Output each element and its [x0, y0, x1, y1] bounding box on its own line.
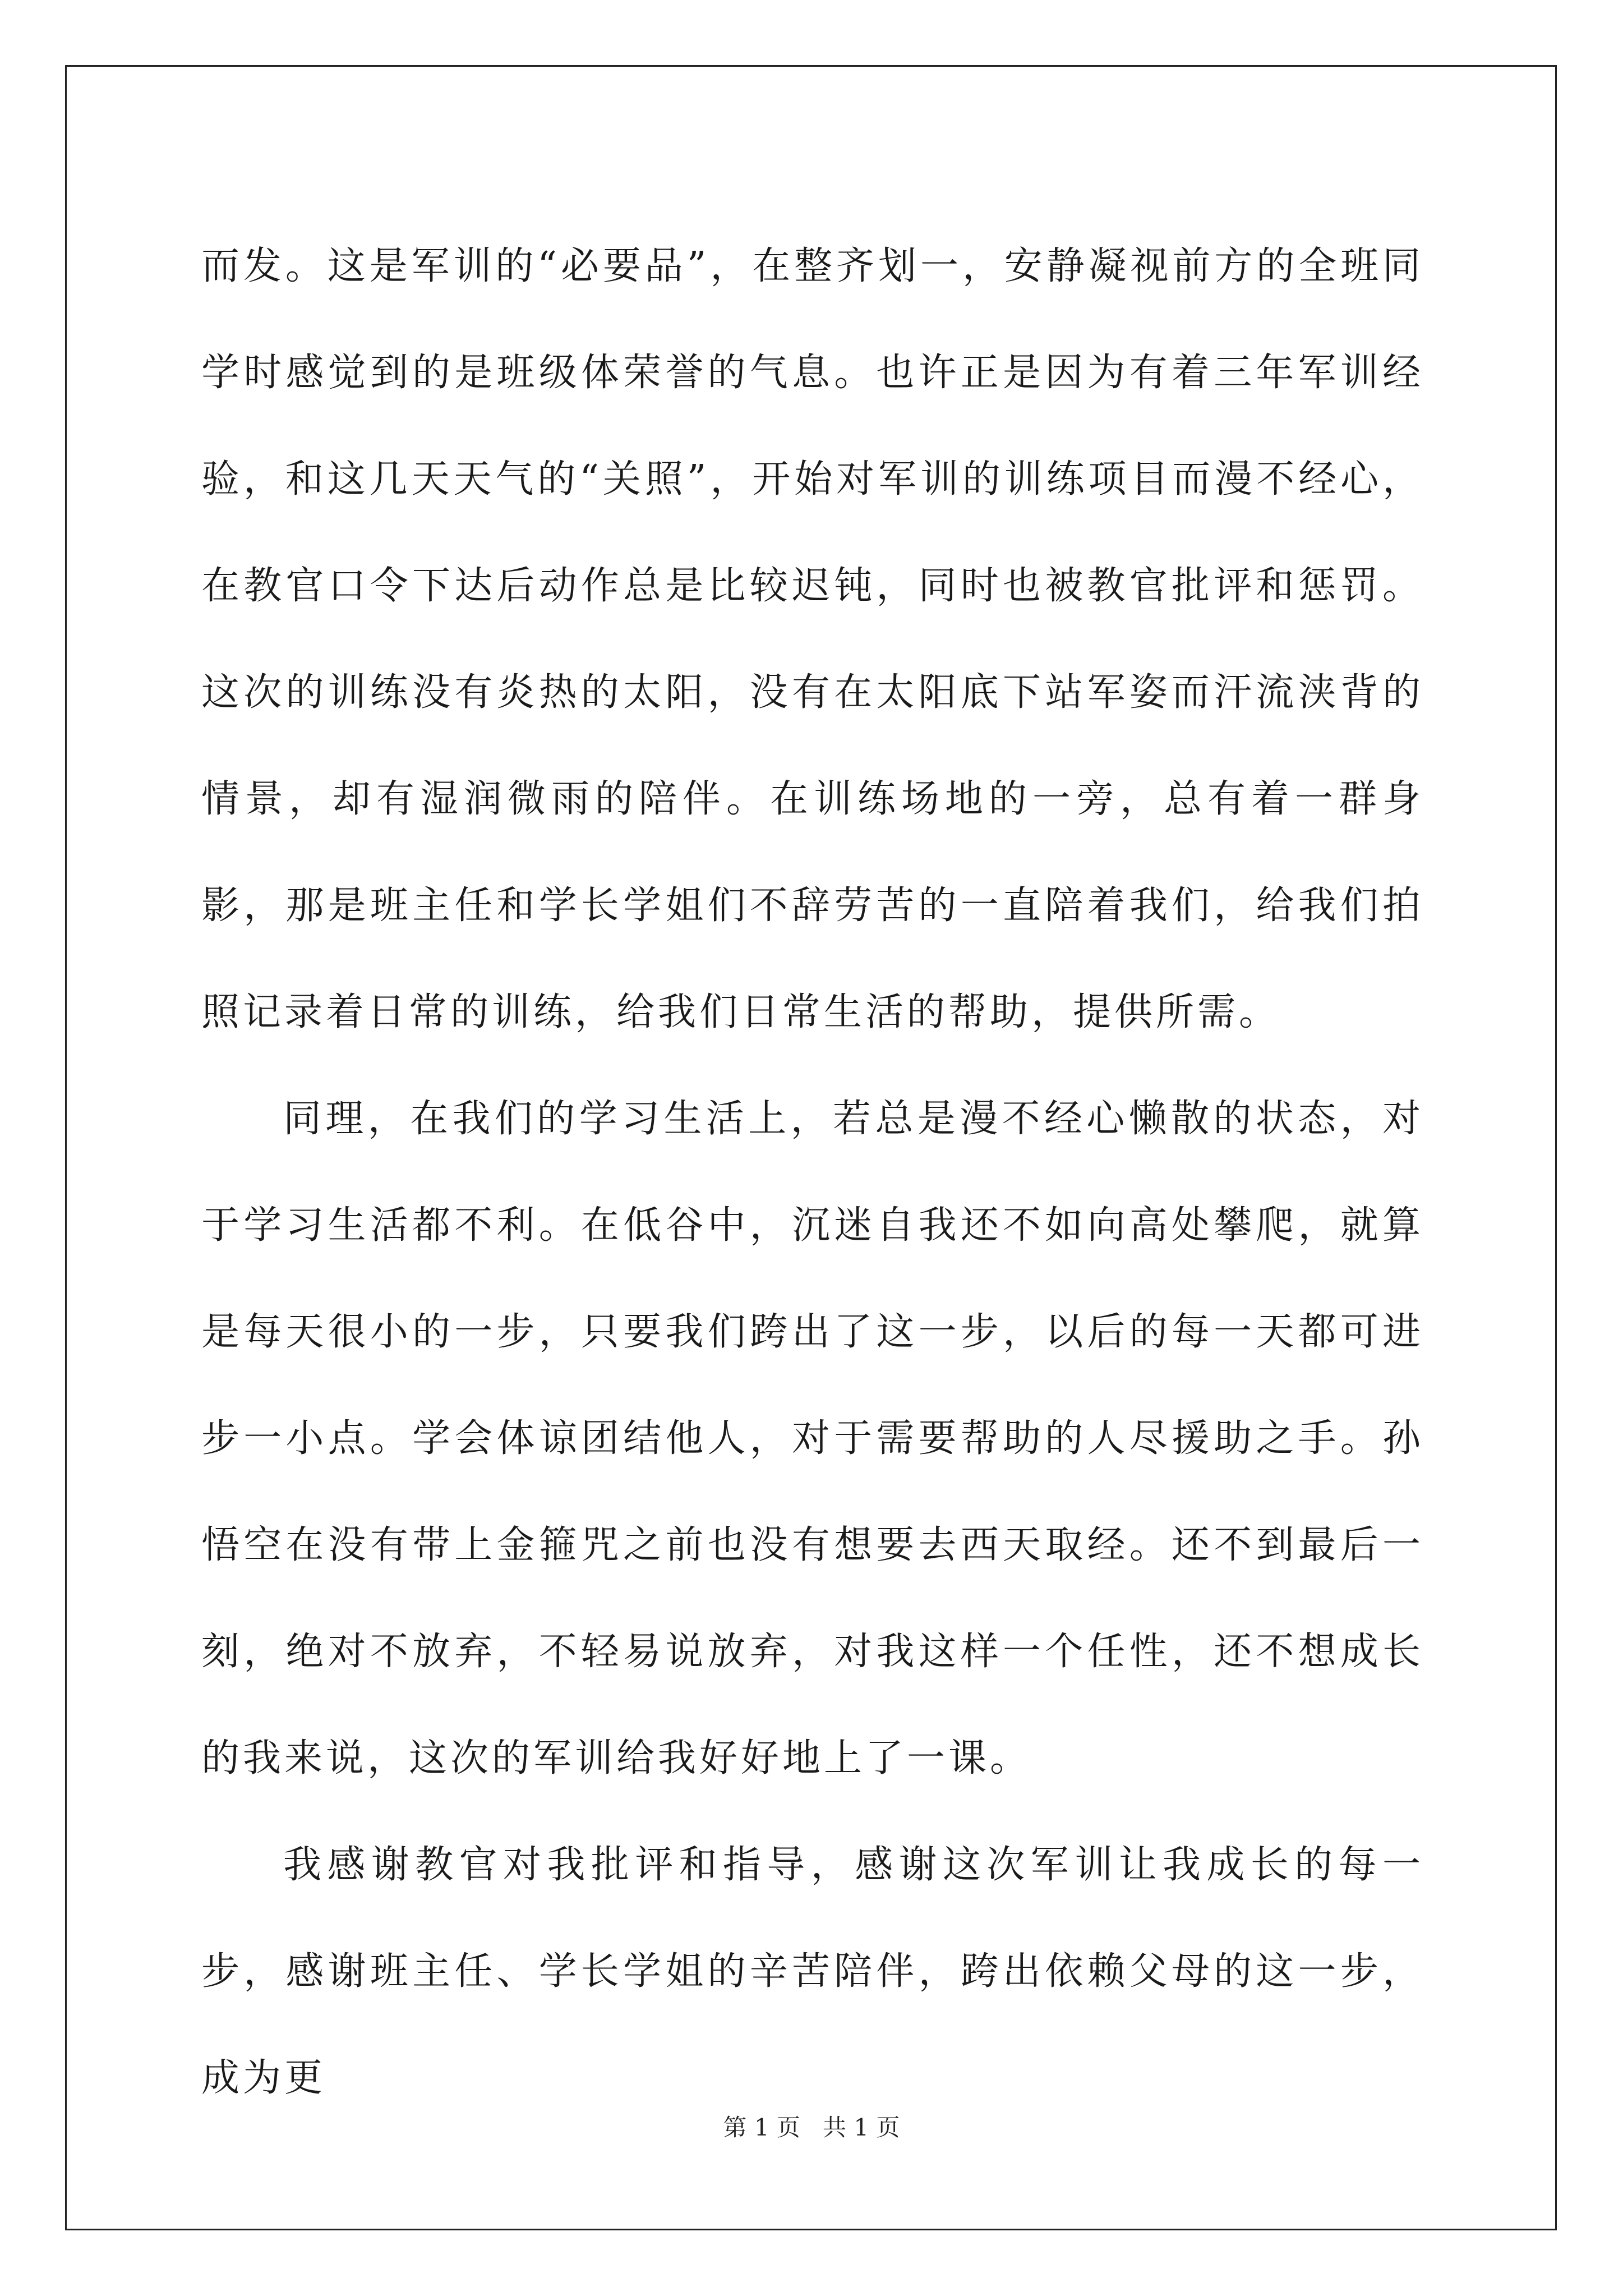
paragraph-2: 同理，在我们的学习生活上，若总是漫不经心懒散的状态，对于学习生活都不利。在低谷中，沉迷自我还不如向高处攀爬，就算是每天很小的一步，只要我们跨出了这一步，以后的每一天都可进步一小点。学会体谅团结他人，对于需要帮助的人尽援助之手。孙悟空在没有带上金箍咒之前也没有想要去西天取经。还不到最后一刻，绝对不放弃，不轻易说放弃，对我这样一个任性，还不想成长的我来说，这次的军训给我好好地上了一课。 [201, 1097, 1424, 1780]
document-body [201, 213, 1424, 2132]
page-footer [0, 2109, 1623, 2143]
page-number: 第 1 页 共 1 页 [723, 2114, 900, 2141]
paragraph-1: 而发。这是军训的“必要品”，在整齐划一，安静凝视前方的全班同学时感觉到的是班级体荣誉的气息。也许正是因为有着三年军训经验，和这几天天气的“关照”，开始对军训的训练项目而漫不经心，在教官口令下达后动作总是比较迟钝，同时也被教官批评和惩罚。这次的训练没有炎热的太阳，没有在太阳底下站军姿而汗流浃背的情景，却有湿润微雨的陪伴。在训练场地的一旁，总有着一群身影，那是班主任和学长学姐们不辞劳苦的一直陪着我们，给我们拍照记录着日常的训练，给我们日常生活的帮助，提供所需。 [201, 244, 1424, 1034]
paragraph-3: 我感谢教官对我批评和指导，感谢这次军训让我成长的每一步，感谢班主任、学长学姐的辛苦陪伴，跨出依赖父母的这一步，成为更 [201, 1843, 1424, 2100]
